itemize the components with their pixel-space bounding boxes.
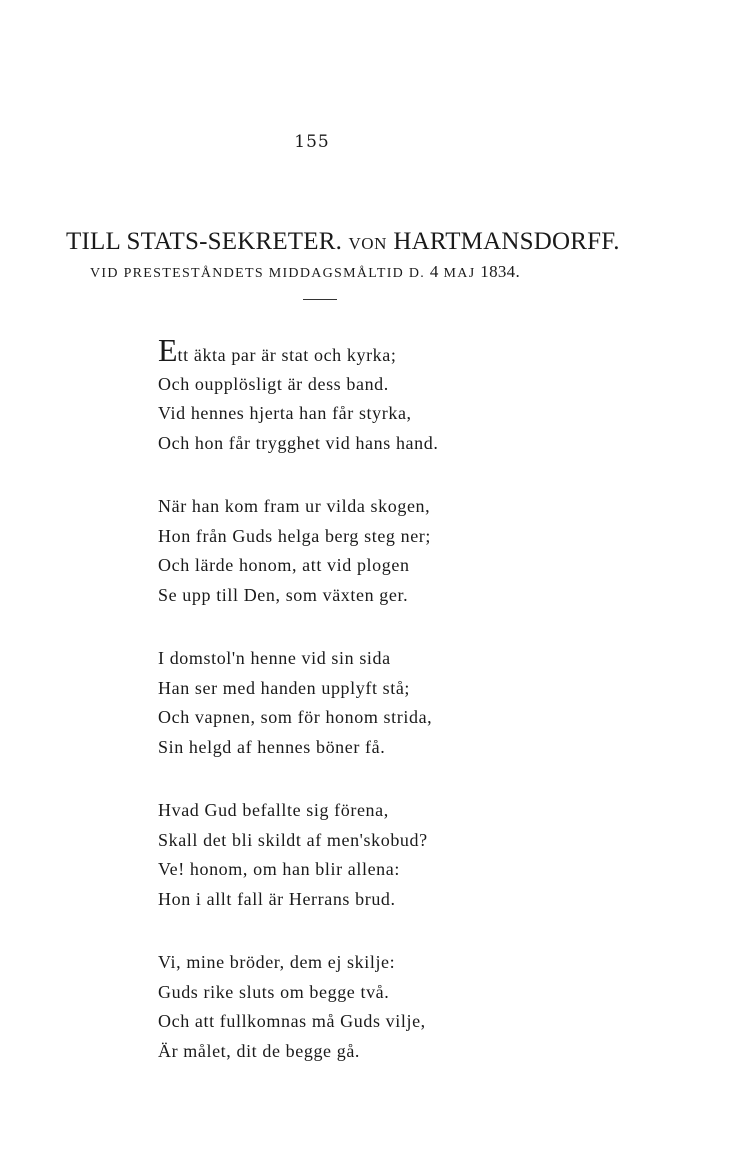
subtitle-month: MAJ [443, 266, 476, 281]
title-von: VON [348, 234, 387, 253]
poem-line: Sin helgd af hennes böner få. [158, 736, 386, 757]
subtitle-text: VID PRESTESTÅNDETS MIDDAGSMÅLTID D. [90, 266, 426, 281]
stanza [158, 644, 558, 762]
title-main: TILL STATS-SEKRETER. [66, 228, 343, 255]
poem-line: Guds rike sluts om begge två. [158, 981, 390, 1002]
title-name: HARTMANSDORFF. [393, 228, 620, 255]
poem-line: Hon från Guds helga berg steg ner; [158, 525, 431, 546]
poem-line: Och att fullkomnas må Guds vilje, [158, 1011, 426, 1031]
poem-line: Och oupplösligt är dess band. [158, 373, 389, 394]
poem-line: Vi, mine bröder, dem ej skilje: [158, 952, 396, 972]
subtitle-year: 1834. [480, 262, 521, 281]
poem-line: Och hon får trygghet vid hans hand. [158, 432, 439, 453]
poem-body [158, 332, 558, 1100]
poem-line: Han ser med handen upplyft stå; [158, 677, 411, 698]
title-divider [303, 299, 337, 300]
page-number: 155 [294, 132, 330, 152]
poem-line [158, 332, 558, 370]
poem-subtitle [90, 262, 550, 282]
poem-line: Och vapnen, som för honom strida, [158, 707, 433, 727]
poem-line: I domstol'n henne vid sin sida [158, 648, 391, 668]
poem-line: Se upp till Den, som växten ger. [158, 584, 409, 605]
poem-line: När han kom fram ur vilda skogen, [158, 496, 431, 516]
stanza [158, 948, 558, 1066]
poem-line: Är målet, dit de begge gå. [158, 1040, 361, 1061]
stanza [158, 332, 558, 458]
stanza [158, 796, 558, 914]
poem-title [66, 228, 620, 256]
poem-line: Och lärde honom, att vid plogen [158, 555, 410, 575]
drop-cap: E [158, 332, 178, 368]
poem-line: Skall det bli skildt af men'skobud? [158, 829, 428, 850]
stanza [158, 492, 558, 610]
poem-line: Hon i allt fall är Herrans brud. [158, 888, 396, 909]
subtitle-day: 4 [429, 262, 439, 281]
poem-line: Hvad Gud befallte sig förena, [158, 800, 389, 820]
poem-line: Ve! honom, om han blir allena: [158, 859, 400, 879]
first-line-text: tt äkta par är stat och kyrka; [177, 345, 397, 365]
poem-line: Vid hennes hjerta han får styrka, [158, 403, 412, 423]
